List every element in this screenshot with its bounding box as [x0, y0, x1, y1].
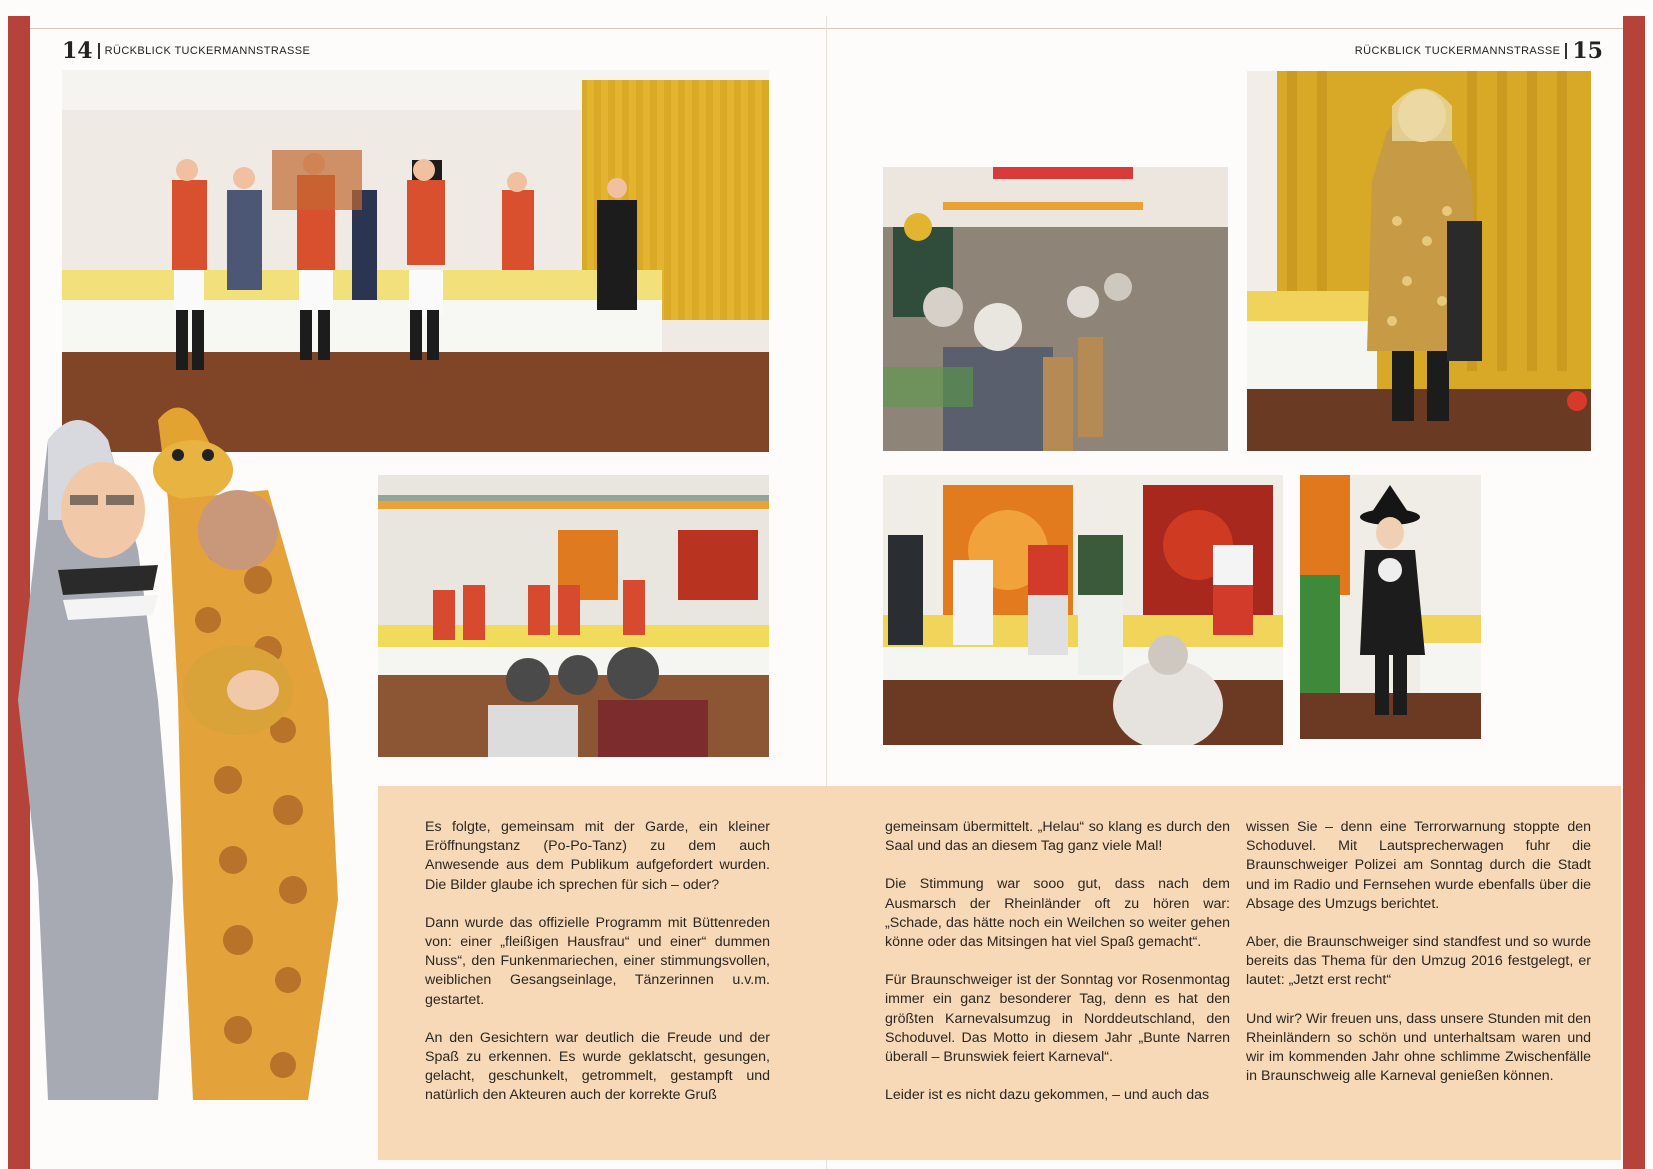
photo-singer-gold	[1247, 71, 1591, 451]
photo-witch-singer	[1300, 475, 1481, 739]
page-number-left: 14	[62, 38, 93, 64]
right-top-rule	[827, 28, 1623, 29]
header-title-left: RÜCKBLICK TUCKERMANNSTRASSE	[104, 45, 311, 57]
paragraph: Dann wurde das offizielle Programm mit Büttenreden von: einer „fleißigen Hausfrau“ und einer“ dummen Nuss“, den Funkenmariechen, einer stimmungsvollen, weiblichen Gesangseinlage, Tänzerinnen u.v.m. gestartet.	[425, 914, 770, 1008]
paragraph: Die Stimmung war sooo gut, dass nach dem Ausmarsch der Rheinländer oft zu hören war: „Schade, das hätte noch ein Weilchen so weiter gehen könne oder das Mitsingen hat viel Spaß gemacht“.	[885, 876, 1230, 951]
paragraph: Es folgte, gemeinsam mit der Garde, ein kleiner Eröffnungstanz (Po-Po-Tanz) zu dem auch Anwesende aus dem Publikum aufgefordert wurden. Die Bilder glaube ich sprechen für sich – oder?	[425, 819, 770, 893]
right-page-header	[1355, 38, 1603, 64]
paragraph: Für Braunschweiger ist der Sonntag vor Rosenmontag immer ein ganz besonderer Tag, denn es hat den größten Karnevalsumzug in Norddeutschland, den Schoduvel. Das Motto in diesem Jahr „Bunte Narren überall – Brunswiek feiert Karneval“.	[885, 972, 1230, 1066]
header-separator	[98, 43, 100, 59]
paragraph: Aber, die Braunschweiger sind standfest und so wurde bereits das Thema für den Umzug 2016 festgelegt, er lautet: „Jetzt erst recht“	[1246, 934, 1591, 989]
text-column-1	[425, 818, 770, 1125]
paragraph: wissen Sie – denn eine Terrorwarnung stoppte den Schoduvel. Mit Lautsprecherwagen fuhr die Braunschweiger Polizei am Sonntag durch die Stadt und im Radio und Fernsehen wurde ebenfalls über die Absage des Umzugs berichtet.	[1246, 819, 1591, 912]
header-title-right: RÜCKBLICK TUCKERMANNSTRASSE	[1354, 45, 1561, 57]
photo-garde-dance	[62, 70, 769, 452]
photo-costume-couple	[8, 400, 398, 1160]
photo-audience-tables	[883, 167, 1228, 451]
right-page-edge	[1623, 16, 1645, 1169]
paragraph: gemeinsam übermittelt. „Helau“ so klang es durch den Saal und das an diesem Tag ganz viele Mal!	[885, 819, 1230, 855]
photo-prince-stage	[883, 475, 1283, 745]
header-separator	[1565, 43, 1567, 59]
text-column-2	[885, 818, 1230, 1124]
paragraph: An den Gesichtern war deutlich die Freude und der Spaß zu erkennen. Es wurde geklatscht, gesungen, gelacht, geschunkelt, getrommelt, gestampft und natürlich den Akteuren auch der korrekte Gruß	[425, 1029, 770, 1104]
left-top-rule	[30, 28, 826, 29]
paragraph: Leider ist es nicht dazu gekommen, – und auch das	[885, 1087, 1210, 1104]
text-column-3	[1246, 818, 1591, 1105]
left-page-header	[62, 38, 310, 64]
paragraph: Und wir? Wir freuen uns, dass unsere Stunden mit den Rheinländern so schön und unterhaltsam waren und wir im kommenden Jahr ohne schlimme Zwischenfälle in Braunschweig alle Karneval genießen können.	[1246, 1010, 1591, 1085]
page-number-right: 15	[1572, 38, 1603, 64]
photo-stage-audience	[378, 475, 769, 757]
